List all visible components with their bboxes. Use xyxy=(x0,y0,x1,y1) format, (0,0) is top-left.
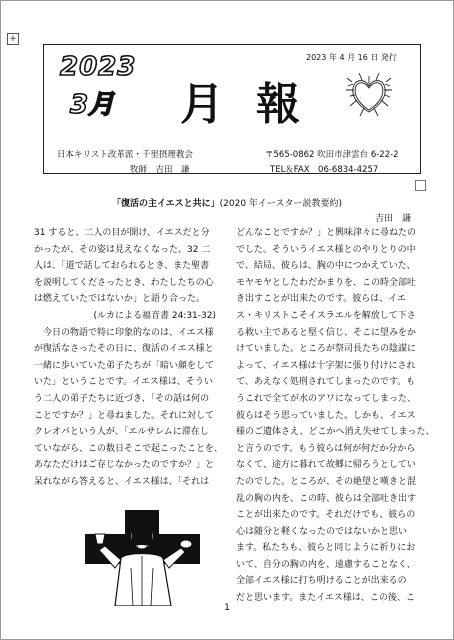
text-line: でした。そういうイエス様とのやりとりの中 xyxy=(236,244,416,255)
text-line: は燃えていたではないか」と語り合った。 xyxy=(34,294,206,305)
text-line: 今日の物語で特に印象的なのは、イエス様 xyxy=(34,327,214,338)
text-line: どんなことですか？」と興味津々に尋ねたの xyxy=(236,228,417,238)
text-line: なくて、途方に暮れて故郷に帰ろうとしてい xyxy=(236,460,416,471)
text-line: うこれで全てが水のアワになってしまった、 xyxy=(236,393,417,404)
text-line: ます。私たちも、彼らと同じように祈りにお xyxy=(236,543,416,554)
thorn-wreath-icon xyxy=(344,70,394,118)
text-line: ことですか？」と尋ねました。それに対して xyxy=(34,410,215,421)
text-line: モヤモヤとしたわだかまりを、この時全部吐 xyxy=(236,277,417,288)
text-line: クレオパという人が、「エルサレムに滞在し xyxy=(34,427,209,438)
text-line: 乱の胸の内を、この時、彼らは全部吐き出す xyxy=(236,493,417,504)
article-column-left xyxy=(34,225,224,491)
text-line: を説明してくださったとき、わたしたちの心 xyxy=(34,277,214,288)
header-year: 2023 xyxy=(60,52,137,82)
text-line: ス・キリストこそイスラエルを解放して下さ xyxy=(236,310,416,321)
text-line: う二人の弟子たちに近づき、「その話は何の xyxy=(34,393,210,404)
church-name: 日本キリスト改革派・千里摂理教会 xyxy=(57,150,193,160)
text-line: が復活なさったその日に、復活のイエス様と xyxy=(34,344,214,355)
church-phone: TEL＆FAX 06-6834-4257 xyxy=(270,165,379,175)
text-line: 31 すると、二人の目が開け、イエスだと分 xyxy=(34,228,210,238)
article-author: 吉田 謙 xyxy=(375,214,412,224)
text-line: 呆れながら答えると、イエス様は、「それは xyxy=(34,476,210,487)
page-number: 1 xyxy=(224,603,230,613)
text-line: ことが出来たのです。それだけでも、彼らの xyxy=(236,510,416,521)
text-line: と言うのです。もう彼らは何が何だか分から xyxy=(236,443,416,454)
text-line: たのでした。ところが、その絶望と嘆きと混 xyxy=(236,476,417,487)
newsletter-title: 月報 xyxy=(180,79,332,130)
text-line: けていました。ところが祭司長たちの陰謀に xyxy=(236,344,417,355)
article-title-quote: 「復活の主イエスと共に」 xyxy=(112,199,220,209)
text-line: かったが、その姿は見えなくなった。32 二 xyxy=(34,244,211,255)
church-address: 〒565-0862 吹田市津雲台 6-22-2 xyxy=(265,150,399,160)
pastor-name: 牧師 吉田 謙 xyxy=(130,165,190,175)
text-line: て、あえなく処刑されてしまったのです。も xyxy=(236,377,416,388)
scripture-reference: (ルカによる福音書 24:31-32) xyxy=(93,310,216,321)
article-title xyxy=(0,196,454,209)
text-line: 人は、「道で話しておられるとき、また聖書 xyxy=(34,261,210,272)
text-line: だと思います。またイエス様は、この後、こ xyxy=(236,593,415,604)
text-line: 様のご遺体さえ、どこかへ消え失せてしまった、 xyxy=(236,427,435,438)
text-line: よって、イエス様は十字架に張り付けにされ xyxy=(236,360,416,371)
text-line: いた」ということです。イエス様は、そうい xyxy=(34,377,213,388)
text-line: 一緒に歩いていた弟子たちが「暗い顔をして xyxy=(34,360,215,371)
resize-handle[interactable] xyxy=(415,180,426,191)
text-line: 彼らはそう思っていました。しかも、イエス xyxy=(236,410,416,421)
article-column-right xyxy=(236,225,435,607)
header-month: 3月 xyxy=(70,90,115,120)
move-handle-icon[interactable]: + xyxy=(7,33,19,45)
risen-christ-cross-illustration xyxy=(85,510,200,606)
text-line: 心は随分と軽くなったのではないかと思い xyxy=(236,526,408,537)
text-line: 全部イエス様に打ち明けることが出来るの xyxy=(236,576,407,587)
text-line: ていながら、この数日そこで起こったことを、 xyxy=(34,443,223,454)
issue-date: 2023 年 4 月 16 日 発行 xyxy=(306,53,397,62)
text-line: あなただけはご存じなかったのですか？」と xyxy=(34,460,215,471)
text-line: で、結局、彼らは、胸の中につかえていた、 xyxy=(236,261,416,272)
text-line: いて、自分の胸の内を、遠慮することなく、 xyxy=(236,559,416,570)
text-line: る救い主であると堅く信じ、そこに望みをか xyxy=(236,327,417,338)
text-line: き出すことが出来たのです。彼らは、イエ xyxy=(236,294,406,305)
article-title-note: (2020 年イースター説教要約) xyxy=(219,199,342,209)
